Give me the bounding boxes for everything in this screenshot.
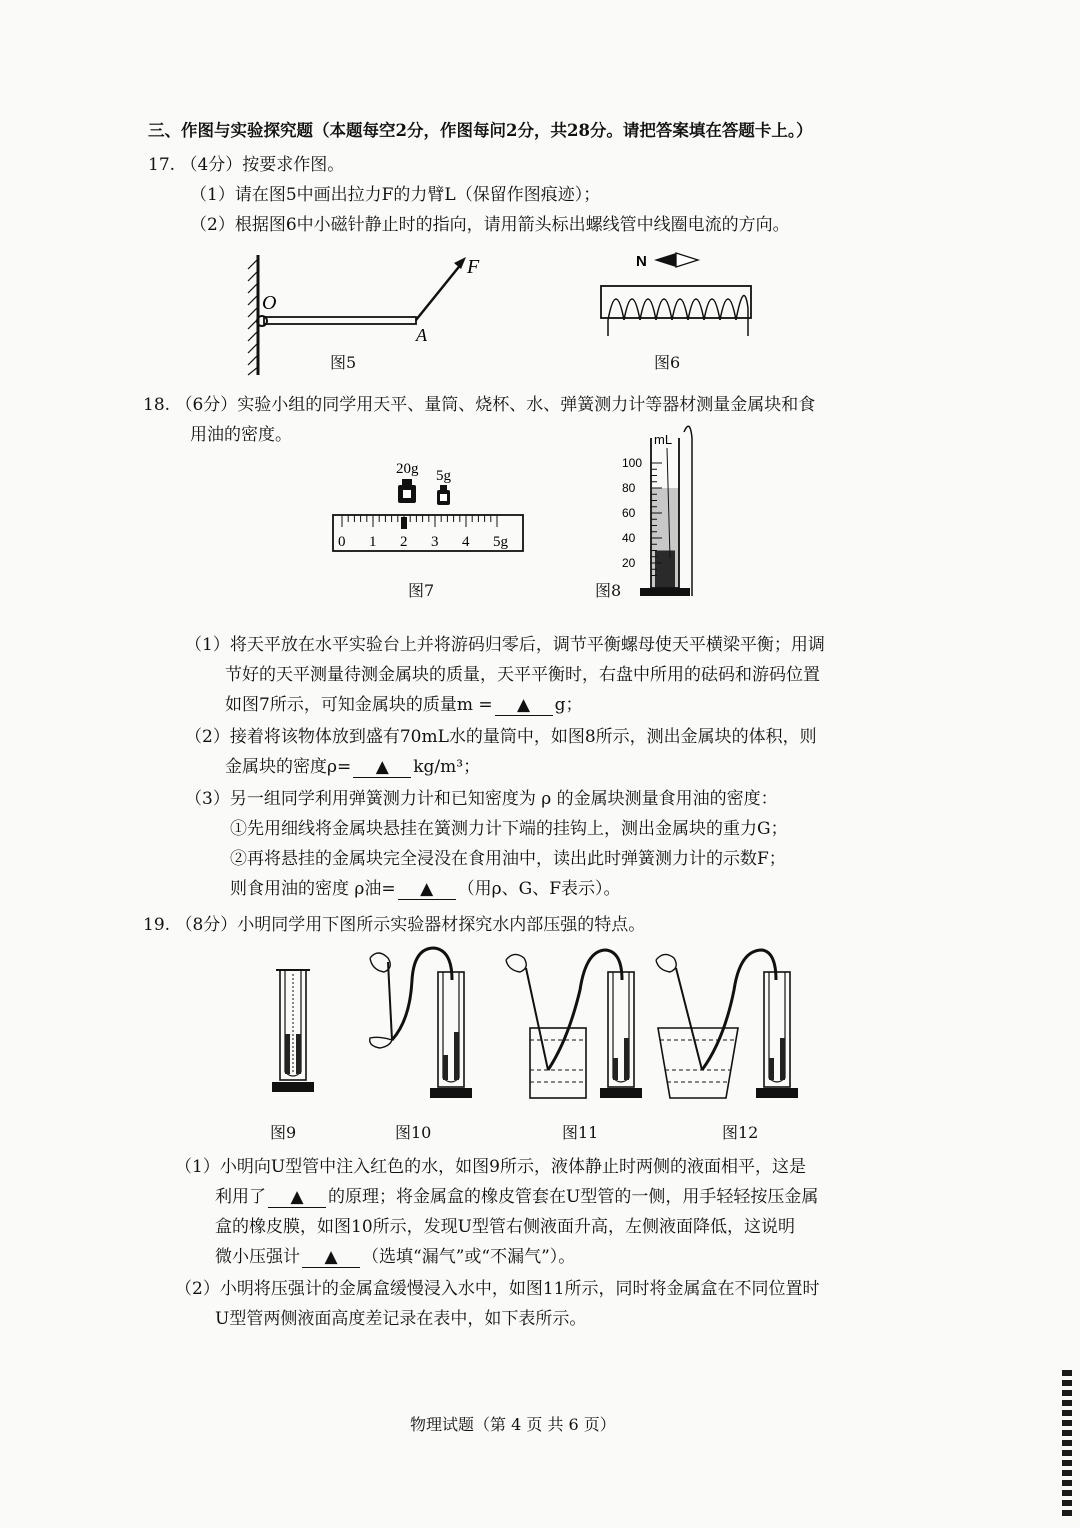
cylinder-label: 40 <box>622 531 636 545</box>
scale-label: 3 <box>431 534 439 550</box>
scale-label: 1 <box>369 534 377 550</box>
fig8-caption: 图8 <box>595 581 622 600</box>
figure-7-balance <box>330 455 525 560</box>
binding-edge <box>1062 1370 1072 1520</box>
cylinder-unit: mL <box>654 432 673 447</box>
scale-label: 0 <box>338 534 346 550</box>
q18-part3-l3: ②再将悬挂的金属块完全浸没在食用油中，读出此时弹簧测力计的示数F； <box>230 849 786 869</box>
section-note: （本题每空2分，作图每问2分，共28分。请把答案填在答题卡上。） <box>313 121 813 140</box>
q19-part2-l2: U型管两侧液面高度差记录在表中，如下表所示。 <box>215 1309 587 1329</box>
answer-blank-oil-density[interactable]: ▲ <box>398 881 456 900</box>
weight-20g-label: 20g <box>396 461 419 477</box>
q19-part1-l4-tail: （选填“漏气”或“不漏气”）。 <box>362 1247 576 1267</box>
q19-heading: 19. （8分）小明同学用下图所示实验器材探究水内部压强的特点。 <box>143 915 646 935</box>
q19-part1-l2 <box>215 1182 818 1208</box>
q18-part1-l2: 节好的天平测量待测金属块的质量，天平平衡时，右盘中所用的砝码和游码位置 <box>225 665 820 685</box>
fig12-caption: 图12 <box>722 1123 759 1142</box>
scale-label: 4 <box>462 534 470 550</box>
fig5-caption: 图5 <box>330 353 357 372</box>
scale-label: 2 <box>400 534 408 550</box>
q18-part1-l3-text: 如图7所示，可知金属块的质量m = <box>225 695 493 715</box>
figure-12-tapered-beaker <box>648 940 808 1110</box>
q18-part3-l4-text: 则食用油的密度 ρ油= <box>230 879 396 899</box>
answer-blank-leak[interactable]: ▲ <box>302 1249 360 1268</box>
q19-part1-l1: （1）小明向U型管中注入红色的水，如图9所示，液体静止时两侧的液面相平，这是 <box>175 1157 806 1177</box>
figure-8-cylinder <box>620 418 710 603</box>
q18-part3-l4-tail: （用ρ、G、F表示）。 <box>457 879 621 899</box>
weight-5g-label: 5g <box>436 468 451 484</box>
q18-part2-l2-text: 金属块的密度ρ= <box>225 757 352 777</box>
q18-heading: 18. （6分）实验小组的同学用天平、量筒、烧杯、水、弹簧测力计等器材测量金属块和食 <box>143 395 816 415</box>
section-header <box>148 117 813 141</box>
answer-blank-mass[interactable]: ▲ <box>495 697 553 716</box>
label-o: O <box>262 292 277 314</box>
q18-heading-cont: 用油的密度。 <box>190 425 292 445</box>
cylinder-label: 80 <box>622 481 636 495</box>
label-n: N <box>636 253 647 270</box>
q19-part1-l4-text: 微小压强计 <box>215 1247 300 1267</box>
cylinder-label: 100 <box>622 456 643 470</box>
fig10-caption: 图10 <box>395 1123 432 1142</box>
q19-part1-l4 <box>215 1242 575 1268</box>
metal-block <box>655 551 675 589</box>
page-footer: 物理试题（第 4 页 共 6 页） <box>410 1415 616 1434</box>
figure-10-pressure-gauge <box>350 940 480 1110</box>
q17-part2: （2）根据图6中小磁针静止时的指向，请用箭头标出螺线管中线圈电流的方向。 <box>190 215 790 235</box>
label-a: A <box>416 325 427 345</box>
q17-heading: 17. （4分）按要求作图。 <box>148 155 345 175</box>
answer-blank-principle[interactable]: ▲ <box>268 1189 326 1208</box>
q19-part2-l1: （2）小明将压强计的金属盒缓慢浸入水中，如图11所示，同时将金属盒在不同位置时 <box>175 1279 820 1299</box>
section-title: 三、作图与实验探究题 <box>148 121 313 140</box>
fig7-caption: 图7 <box>408 581 435 600</box>
weight-20g <box>398 479 416 503</box>
q17-part1: （1）请在图5中画出拉力F的力臂L（保留作图痕迹）； <box>190 185 601 205</box>
q18-part1-l3 <box>225 690 582 716</box>
fig11-caption: 图11 <box>562 1123 599 1142</box>
figure-9-u-tube <box>268 960 318 1100</box>
q19-part1-l2-text: 利用了 <box>215 1187 266 1207</box>
weight-5g <box>437 485 450 505</box>
fig9-caption: 图9 <box>270 1123 297 1142</box>
q18-part1-l1: （1）将天平放在水平实验台上并将游码归零后，调节平衡螺母使天平横梁平衡；用调 <box>185 635 825 655</box>
q19-part1-l2-tail: 的原理；将金属盒的橡皮管套在U型管的一侧，用手轻轻按压金属 <box>328 1187 819 1207</box>
fig6-caption: 图6 <box>654 353 681 372</box>
scale-label: 5g <box>493 534 508 550</box>
q18-part3-l2: ①先用细线将金属块悬挂在簧测力计下端的挂钩上，测出金属块的重力G； <box>230 819 788 839</box>
label-f: F <box>467 256 480 278</box>
cylinder-label: 60 <box>622 506 636 520</box>
q18-part3-l1: （3）另一组同学利用弹簧测力计和已知密度为 ρ 的金属块测量食用油的密度： <box>185 789 778 809</box>
q18-part2-l1: （2）接着将该物体放到盛有70mL水的量筒中，如图8所示，测出金属块的体积，则 <box>185 727 817 747</box>
answer-blank-density[interactable]: ▲ <box>353 759 411 778</box>
figure-11-rect-beaker <box>498 940 658 1110</box>
q18-part3-l4 <box>230 874 621 900</box>
q18-part1-l3-unit: g； <box>554 695 583 715</box>
q18-part2-l2 <box>225 752 480 778</box>
figure-5-lever <box>240 245 500 375</box>
rider <box>401 517 407 529</box>
q19-part1-l3: 盒的橡皮膜，如图10所示，发现U型管右侧液面升高，左侧液面降低，这说明 <box>215 1217 795 1237</box>
q18-part2-l2-unit: kg/m³； <box>413 757 481 777</box>
cylinder-label: 20 <box>622 556 636 570</box>
figure-6-solenoid <box>598 248 758 338</box>
